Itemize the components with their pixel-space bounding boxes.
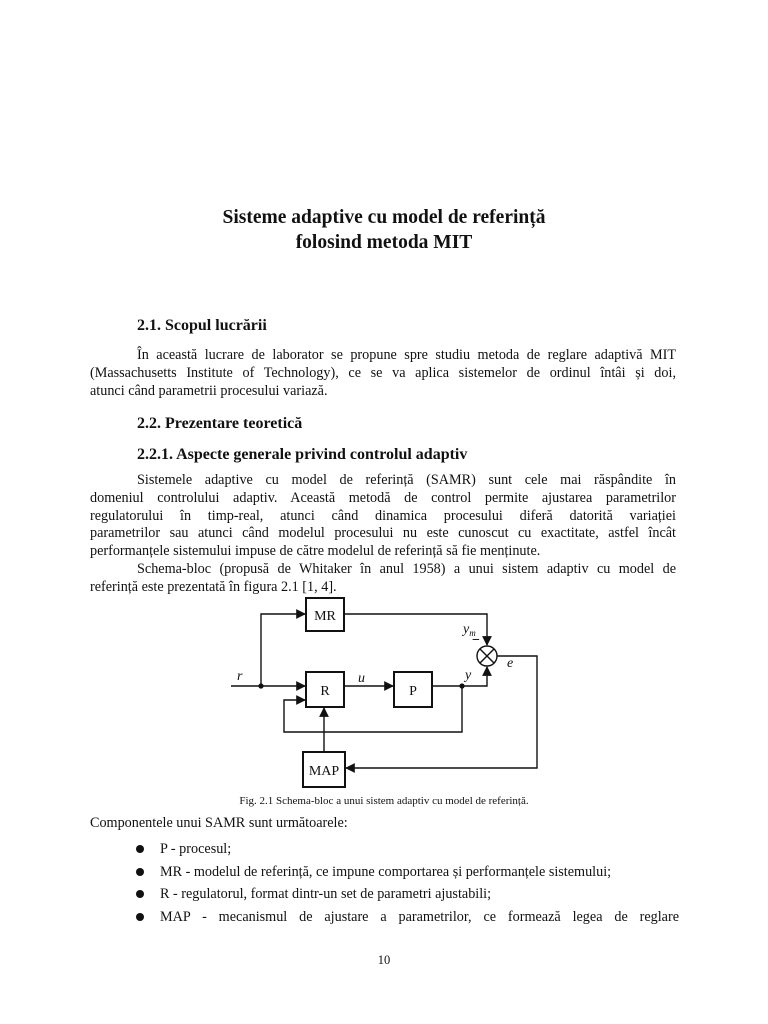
paragraph-line: Schema-bloc (propusă de Whitaker în anul 1958) a unui sistem adaptiv cu model de [137, 560, 676, 577]
components-lead: Componentele unui SAMR sunt următoarele: [90, 815, 348, 831]
paragraph-line: În această lucrare de laborator se propune spre studiu metoda de reglare adaptivă MIT [137, 347, 676, 363]
list-item [134, 840, 679, 863]
components-list [134, 840, 679, 930]
title-line-1: Sisteme adaptive cu model de referință [222, 207, 546, 228]
signal-ym-base: y [463, 622, 470, 637]
heading-2-2: 2.2. Prezentare teoretică [137, 415, 303, 432]
list-item-text: P - procesul; [160, 841, 232, 857]
signal-u: u [358, 671, 365, 686]
list-item-text: MR - modelul de referință, ce impune comportarea și performanțele sistemului; [160, 863, 612, 880]
title-line-2: folosind metoda MIT [295, 232, 473, 253]
list-item-text: MAP - mecanismul de ajustare a parametrilor, ce formează legea de reglare [160, 908, 679, 925]
bullet-icon [136, 913, 144, 921]
paragraph-line: regulatorului în timp-real, atunci când dinamica procesului diferă datorită variației [90, 507, 676, 524]
list-item [134, 908, 679, 931]
signal-ym-subscript: m [469, 628, 476, 638]
paragraph-line: parametrilor sau atunci când modelul procesului nu este cunoscut cu exactitate, astfel încât [90, 525, 676, 542]
paragraph-line: atunci când parametrii procesului variază. [90, 382, 328, 399]
signal-y: y [465, 668, 472, 683]
mr-label: MR [314, 609, 336, 624]
heading-2-1: 2.1. Scopul lucrării [137, 317, 267, 334]
p-label: P [409, 684, 417, 699]
paragraph-line: referință este prezentată în figura 2.1 [1, 4]. [90, 578, 337, 595]
junction-dot [258, 683, 263, 688]
bullet-icon [136, 890, 144, 898]
r-block-label: R [320, 684, 330, 699]
signal-e: e [507, 656, 514, 671]
paragraph-line: Sistemele adaptive cu model de referință (SAMR) sunt cele mai răspândite în [137, 472, 676, 488]
map-label: MAP [308, 764, 340, 779]
page-number: 10 [377, 953, 391, 967]
signal-r: r [237, 669, 243, 684]
paragraph-line: performanțele sistemului impuse de către modelul de referință să fie menținute. [90, 543, 541, 560]
list-item-text: R - regulatorul, format dintr-un set de parametri ajustabili; [160, 886, 492, 902]
minus-sign: − [472, 633, 480, 648]
junction-dot [459, 683, 464, 688]
list-item [134, 885, 679, 908]
bullet-icon [136, 868, 144, 876]
heading-2-2-1: 2.2.1. Aspecte generale privind controlul adaptiv [137, 446, 468, 463]
paragraph-line: domeniul controlului adaptiv. Această metodă de control permite ajustarea parametrilor [90, 489, 676, 506]
bullet-icon [136, 845, 144, 853]
figure-caption: Fig. 2.1 Schema-bloc a unui sistem adaptiv cu model de referință. [239, 795, 529, 807]
paragraph-line: (Massachusetts Institute of Technology), ce se va aplica sistemelor de ordinul întâi și doi, [90, 364, 676, 381]
list-item [134, 863, 679, 886]
